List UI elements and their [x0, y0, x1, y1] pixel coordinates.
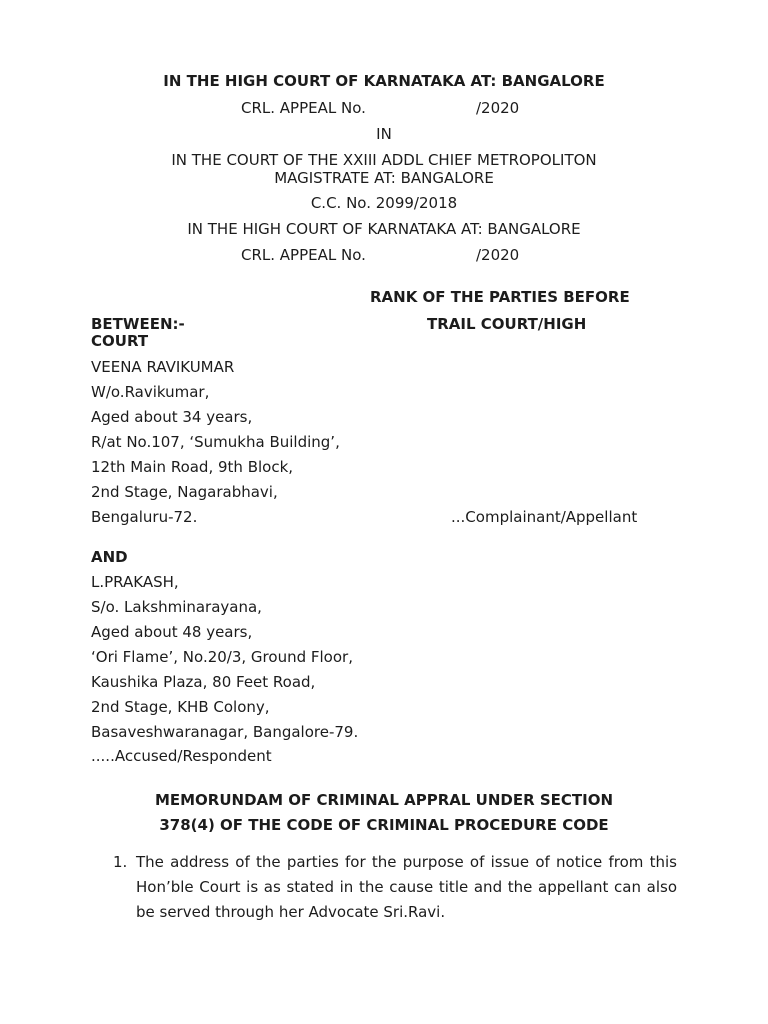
- respondent-address-line: 2nd Stage, KHB Colony,: [91, 698, 270, 716]
- appeal-year: /2020: [476, 99, 520, 117]
- paragraph-number: 1.: [113, 853, 128, 871]
- appeal-number-label-repeat: CRL. APPEAL No.: [241, 246, 366, 264]
- appellant-address-line: Bengaluru-72.: [91, 508, 198, 526]
- appellant-name: VEENA RAVIKUMAR: [91, 358, 235, 376]
- court-title-repeat: IN THE HIGH COURT OF KARNATAKA AT: BANGALORE: [187, 220, 581, 238]
- cc-number: C.C. No. 2099/2018: [310, 194, 458, 212]
- appellant-role: ...Complainant/Appellant: [451, 508, 638, 526]
- respondent-address-line: Kaushika Plaza, 80 Feet Road,: [91, 673, 316, 691]
- respondent-age: Aged about 48 years,: [91, 623, 253, 641]
- paragraph-text: The address of the parties for the purpose of issue of notice from this Hon’ble Court is as stated in the cause title and the appellant can also be served through her Advocate Sri.Ravi.: [136, 853, 677, 921]
- rank-heading: RANK OF THE PARTIES BEFORE: [370, 288, 630, 306]
- rank-heading-court: COURT: [91, 332, 149, 350]
- appellant-relation: W/o.Ravikumar,: [91, 383, 210, 401]
- respondent-address-line: ‘Ori Flame’, No.20/3, Ground Floor,: [91, 648, 353, 666]
- court-title: IN THE HIGH COURT OF KARNATAKA AT: BANGALORE: [163, 72, 605, 90]
- memorandum-title-continued: 378(4) OF THE CODE OF CRIMINAL PROCEDURE CODE: [159, 816, 609, 834]
- appellant-address-line: 2nd Stage, Nagarabhavi,: [91, 483, 278, 501]
- respondent-name: L.PRAKASH,: [91, 573, 179, 591]
- respondent-relation: S/o. Lakshminarayana,: [91, 598, 262, 616]
- appellant-age: Aged about 34 years,: [91, 408, 253, 426]
- appeal-year-repeat: /2020: [476, 246, 520, 264]
- respondent-address-line: Basaveshwaranagar, Bangalore-79.: [91, 723, 359, 741]
- rank-heading-continued: TRAIL COURT/HIGH: [427, 315, 587, 333]
- respondent-role: .....Accused/Respondent: [91, 747, 272, 765]
- in-connector: IN: [376, 125, 392, 143]
- and-label: AND: [91, 548, 128, 566]
- appellant-address-line: 12th Main Road, 9th Block,: [91, 458, 294, 476]
- appeal-number-label: CRL. APPEAL No.: [241, 99, 366, 117]
- memorandum-title: MEMORUNDAM OF CRIMINAL APPRAL UNDER SECTION: [154, 791, 614, 809]
- between-label: BETWEEN:-: [91, 315, 185, 333]
- lower-court-title: IN THE COURT OF THE XXIII ADDL CHIEF METROPOLITON: [171, 151, 597, 169]
- appellant-address-line: R/at No.107, ‘Sumukha Building’,: [91, 433, 340, 451]
- lower-court-title-continued: MAGISTRATE AT: BANGALORE: [274, 169, 494, 187]
